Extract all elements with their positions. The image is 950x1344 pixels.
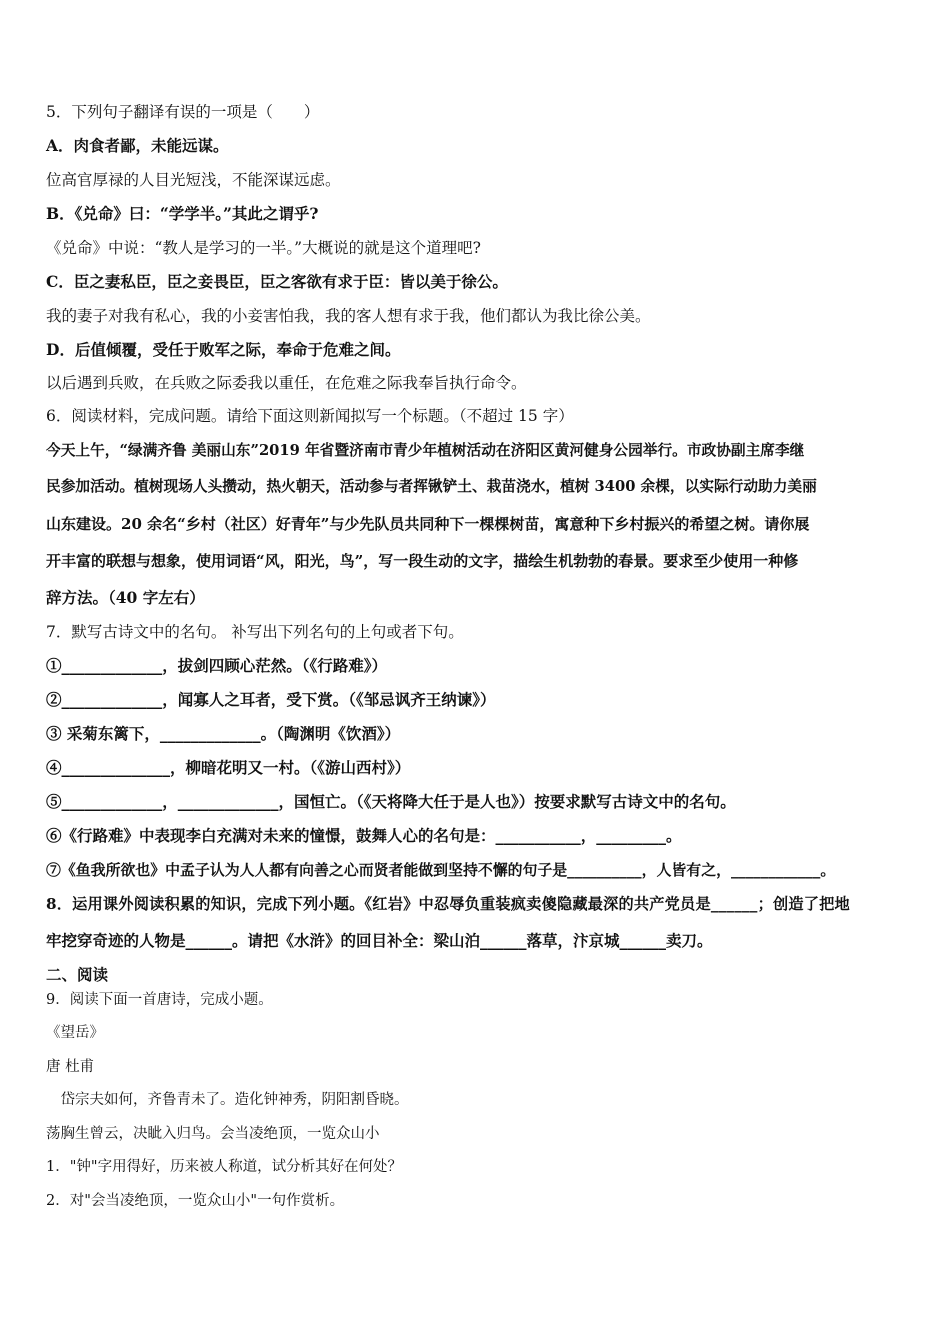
- q5-option-c-translation: 我的妻子对我有私心，我的小妾害怕我，我的客人想有求于我，他们都认为我比徐公美。: [46, 307, 651, 325]
- poem-line: 岱宗夫如何，齐鲁青未了。造化钟神秀，阴阳割昏晓。: [46, 1092, 409, 1108]
- q5-option-b-translation: 《兑命》中说：“教人是学习的一半。”大概说的就是这个道理吧?: [46, 239, 481, 257]
- q7-stem: 7．默写古诗文中的名句。 补写出下列名句的上句或者下句。: [46, 623, 464, 641]
- q8-line: 8．运用课外阅读积累的知识，完成下列小题。《红岩》中忍辱负重装疯卖傻隐藏最深的共产党员是______；创造了把地: [46, 895, 850, 913]
- q7-item-6: ⑥《行路难》中表现李白充满对未来的憧憬，鼓舞人心的名句是：___________，_________。: [46, 826, 682, 845]
- q7-item-5: ⑤_____________，_____________，国恒亡。（《天将降大任于是人也》）按要求默写古诗文中的名句。: [46, 792, 736, 811]
- poem-line: 荡胸生曾云，决眦入归鸟。会当凌绝顶，一览众山小: [46, 1126, 380, 1142]
- q9-subquestion-1: 1．"钟"字用得好，历来被人称道，试分析其好在何处？: [46, 1159, 403, 1175]
- q7-item-4: ④______________，柳暗花明又一村。（《游山西村》）: [46, 758, 411, 777]
- q5-option-d-translation: 以后遇到兵败，在兵败之际委我以重任，在危难之际我奉旨执行命令。: [46, 374, 527, 392]
- q5-option-c: C．臣之妻私臣，臣之妾畏臣，臣之客欲有求于臣：皆以美于徐公。: [46, 272, 508, 291]
- q5-option-d: D．后值倾覆，受任于败军之际，奉命于危难之间。: [46, 340, 401, 359]
- q5-option-b: B．《兑命》曰：“学学半。”其此之谓乎?: [46, 204, 319, 223]
- q6-material-line: 今天上午，“绿满齐鲁 美丽山东”2019 年省暨济南市青少年植树活动在济阳区黄河健身公园举行。市政协副主席李继: [46, 442, 805, 459]
- q6-material-line: 辞方法。（40 字左右）: [46, 588, 205, 607]
- q8-line: 牢挖穿奇迹的人物是______。请把《水浒》的回目补全：梁山泊______落草，汴京城______卖刀。: [46, 931, 713, 950]
- q5-option-a: A．肉食者鄙，未能远谋。: [46, 136, 229, 155]
- poem-title: 《望岳》: [46, 1025, 104, 1041]
- q7-item-1: ①_____________，拔剑四顾心茫然。（《行路难》）: [46, 656, 388, 675]
- q7-item-3: ③ 采菊东篱下，_____________。（陶渊明《饮酒》）: [46, 724, 401, 743]
- q6-material-line: 山东建设。20 余名“乡村（社区）好青年”与少先队员共同种下一棵棵树苗，寓意种下乡村振兴的希望之树。请你展: [46, 515, 810, 533]
- q9-stem: 9．阅读下面一首唐诗，完成小题。: [46, 992, 273, 1008]
- poem-author: 唐 杜甫: [46, 1059, 95, 1075]
- q5-option-a-translation: 位高官厚禄的人目光短浅，不能深谋远虑。: [46, 171, 341, 189]
- q6-stem: 6．阅读材料，完成问题。请给下面这则新闻拟写一个标题。（不超过 15 字）: [46, 407, 574, 425]
- q6-material-line: 民参加活动。植树现场人头攒动，热火朝天，活动参与者挥锹铲土、栽苗浇水，植树 3400 余棵，以实际行动助力美丽: [46, 478, 817, 495]
- q7-item-7: ⑦《鱼我所欲也》中孟子认为人人都有向善之心而贤者能做到坚持不懈的句子是__________，人皆有之，____________。: [46, 861, 836, 879]
- q5-stem: 5．下列句子翻译有误的一项是（ ）: [46, 103, 320, 121]
- q6-material-line: 开丰富的联想与想象，使用词语“风，阳光，鸟”，写一段生动的文字，描绘生机勃勃的春景。要求至少使用一种修: [46, 552, 799, 570]
- q9-subquestion-2: 2．对"会当凌绝顶，一览众山小"一句作赏析。: [46, 1193, 345, 1209]
- section-heading-reading: 二、阅读: [46, 965, 109, 984]
- q7-item-2: ②_____________，闻寡人之耳者，受下赏。（《邹忌讽齐王纳谏》）: [46, 690, 496, 709]
